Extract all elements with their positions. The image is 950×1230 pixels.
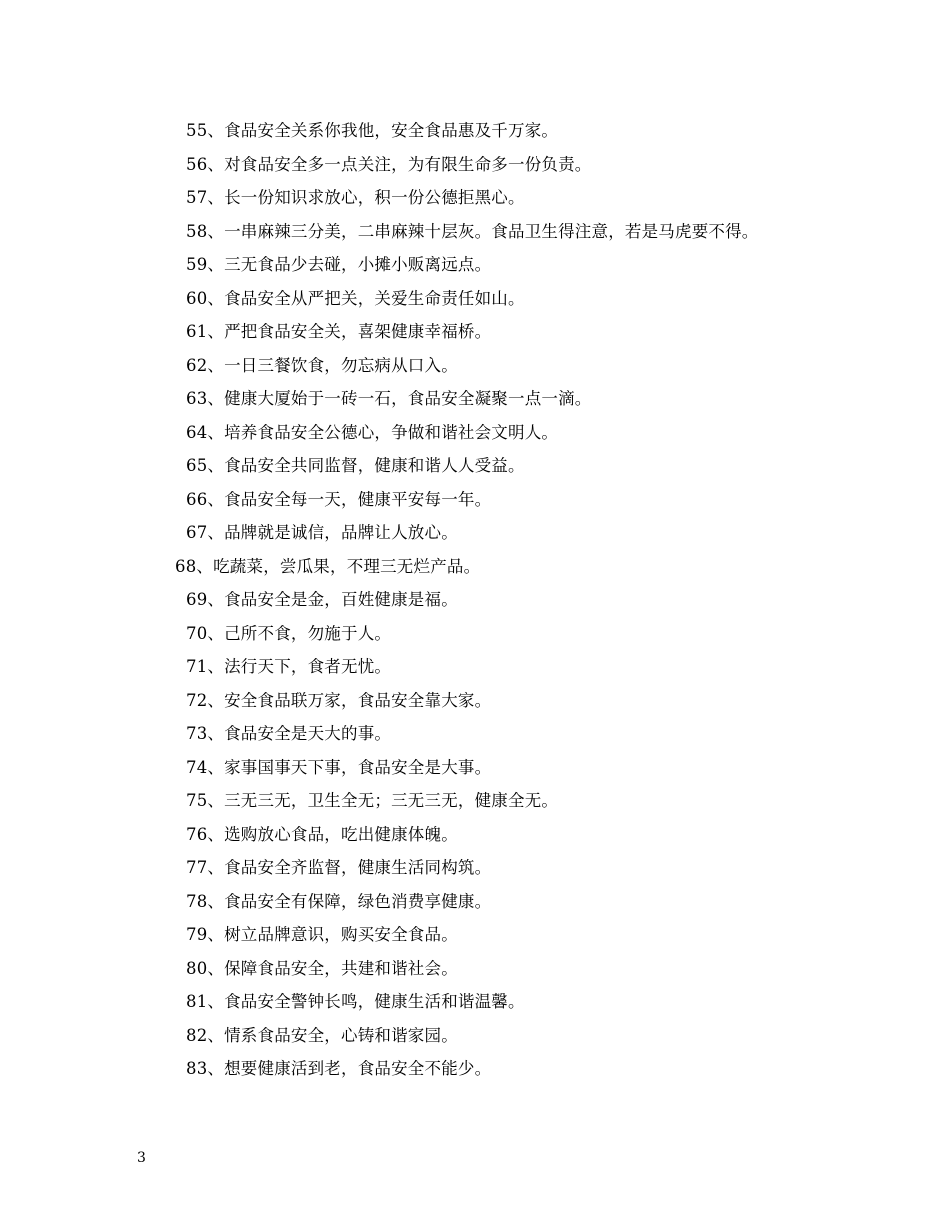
list-item: 72、安全食品联万家，食品安全靠大家。 [186,690,492,710]
list-item: 64、培养食品安全公德心，争做和谐社会文明人。 [186,422,559,442]
page-number: 3 [137,1150,146,1166]
list-item: 60、食品安全从严把关，关爱生命责任如山。 [186,288,525,308]
list-item: 83、想要健康活到老，食品安全不能少。 [186,1059,492,1078]
list-item: 73、食品安全是天大的事。 [186,724,392,743]
list-item: 62、一日三餐饮食，勿忘病从口入。 [186,355,458,375]
list-item: 68、吃蔬菜，尝瓜果，不理三无烂产品。 [175,556,481,576]
list-item: 74、家事国事天下事，食品安全是大事。 [186,757,492,777]
list-item: 71、法行天下，食者无忧。 [186,657,392,676]
list-item: 57、长一份知识求放心，积一份公德拒黑心。 [186,188,525,207]
list-item: 80、保障食品安全，共建和谐社会。 [186,958,458,978]
list-item: 65、食品安全共同监督，健康和谐人人受益。 [186,456,525,475]
list-item: 66、食品安全每一天，健康平安每一年。 [186,489,492,509]
list-item: 78、食品安全有保障，绿色消费享健康。 [186,891,492,911]
list-item: 77、食品安全齐监督，健康生活同构筑。 [186,858,492,877]
list-item: 58、一串麻辣三分美，二串麻辣十层灰。食品卫生得注意，若是马虎要不得。 [186,221,759,241]
list-item: 75、三无三无，卫生全无；三无三无，健康全无。 [186,791,559,810]
list-item: 59、三无食品少去碰，小摊小贩离远点。 [186,255,492,274]
slogan-list [0,117,950,1089]
list-item: 81、食品安全警钟长鸣，健康生活和谐温馨。 [186,992,525,1011]
list-item: 76、选购放心食品，吃出健康体魄。 [186,824,458,844]
list-item: 69、食品安全是金，百姓健康是福。 [186,590,458,609]
list-item: 55、食品安全关系你我他，安全食品惠及千万家。 [186,121,559,140]
list-item: 61、严把食品安全关，喜架健康幸福桥。 [186,322,492,341]
list-item: 56、对食品安全多一点关注，为有限生命多一份负责。 [186,154,592,174]
list-item: 67、品牌就是诚信，品牌让人放心。 [186,523,458,542]
list-item: 79、树立品牌意识，购买安全食品。 [186,925,458,944]
list-item: 70、己所不食，勿施于人。 [186,623,392,643]
list-item: 63、健康大厦始于一砖一石，食品安全凝聚一点一滴。 [186,389,592,408]
list-item: 82、情系食品安全，心铸和谐家园。 [186,1025,458,1045]
